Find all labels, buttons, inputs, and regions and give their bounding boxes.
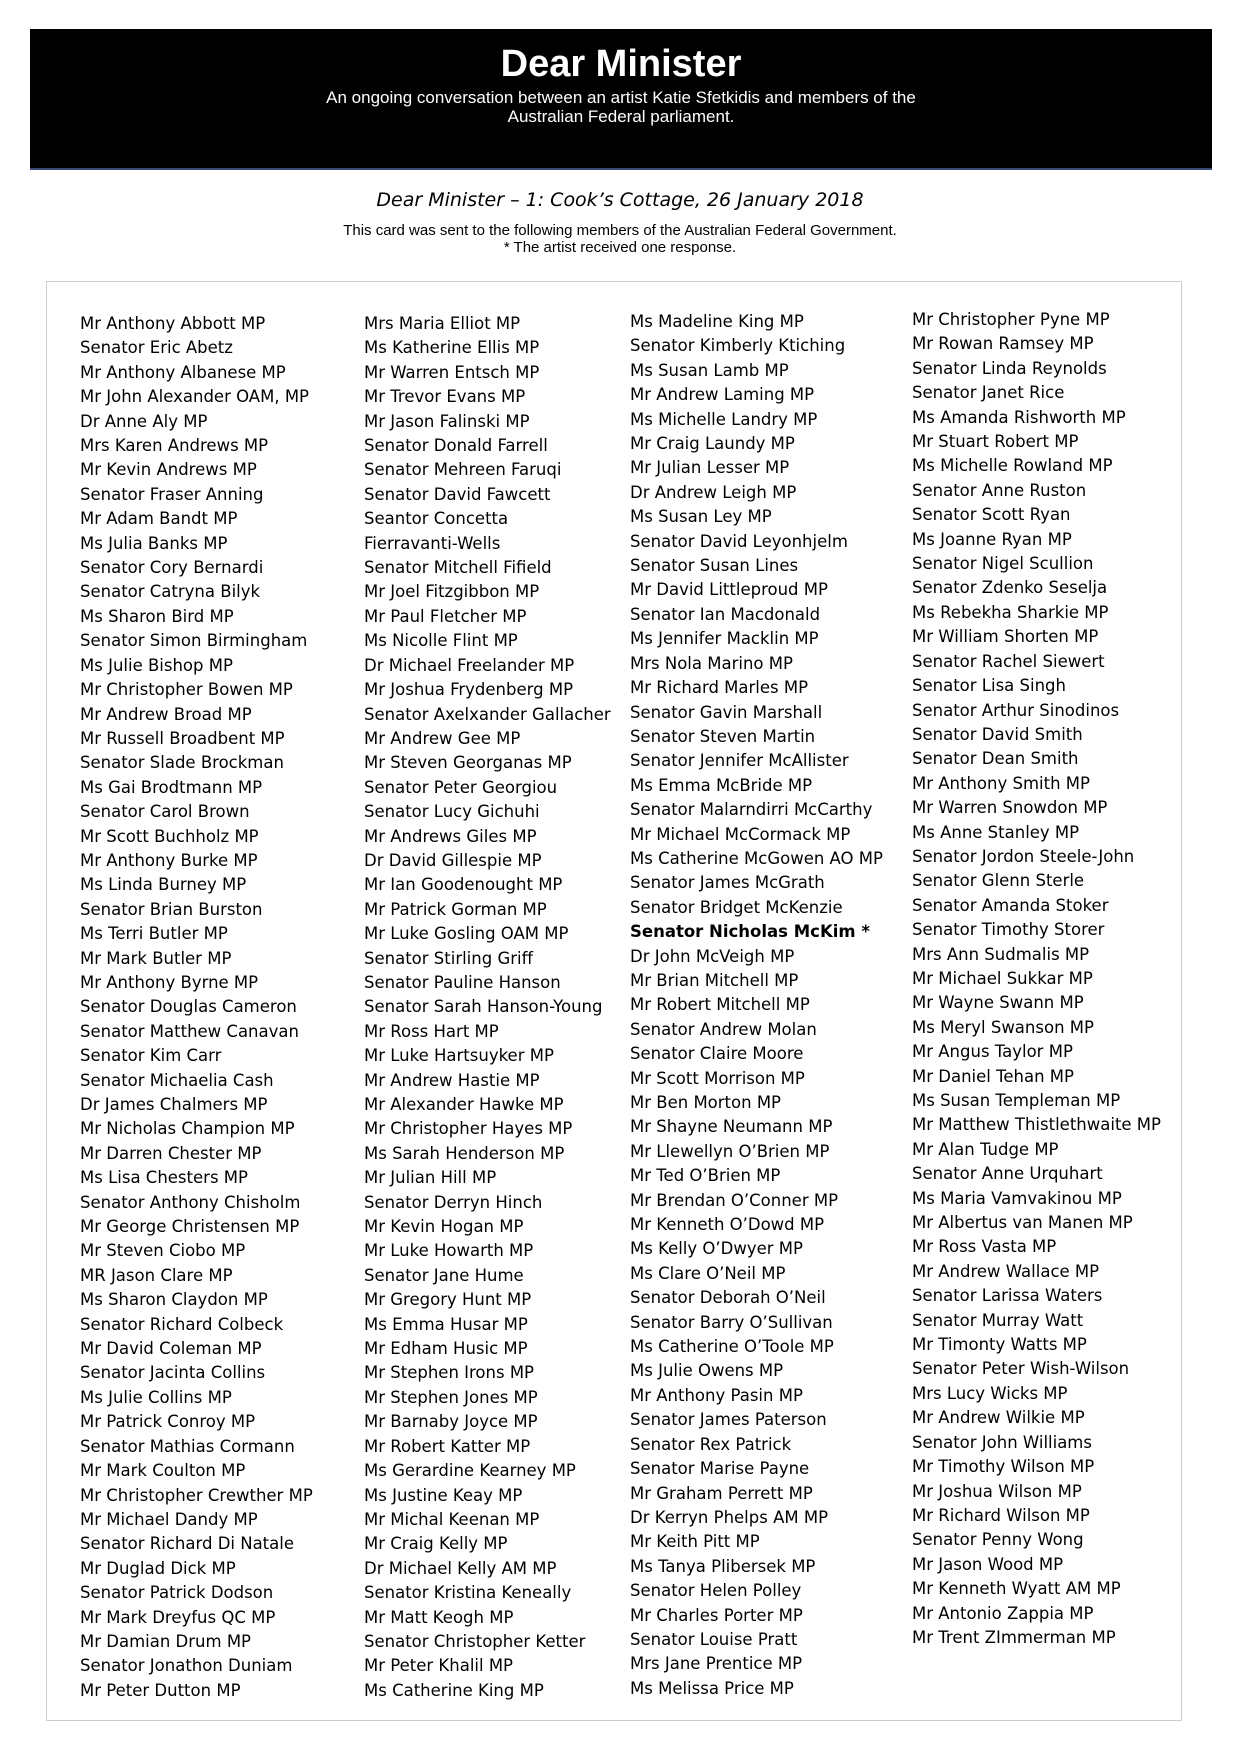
recipient-name: Mr Timonty Watts MP <box>912 1335 1087 1355</box>
recipient-name: Mr Craig Laundy MP <box>630 434 795 454</box>
banner-title: Dear Minister <box>500 43 742 85</box>
recipient-name: Senator Derryn Hinch <box>364 1192 543 1212</box>
recipient-column-3 <box>630 310 883 1701</box>
recipient-name: Ms Michelle Landry MP <box>630 409 818 429</box>
recipient-name: Senator Christopher Ketter <box>364 1631 586 1651</box>
recipient-name: Senator Carol Brown <box>80 802 250 822</box>
recipient-name: Senator Amanda Stoker <box>912 895 1109 915</box>
recipient-name: Senator Richard Di Natale <box>80 1534 294 1554</box>
recipient-name: Senator Simon Birmingham <box>80 631 308 651</box>
card-note-line-2: * The artist received one response. <box>503 239 737 256</box>
recipient-name: Mr Anthony Burke MP <box>80 850 258 870</box>
recipient-name: Senator Anthony Chisholm <box>80 1192 301 1212</box>
recipient-name: Mr Adam Bandt MP <box>80 509 238 529</box>
recipient-name: Mr Nicholas Champion MP <box>80 1119 295 1139</box>
recipient-name: Mr Mark Coulton MP <box>80 1461 246 1481</box>
recipient-name: Senator Rachel Siewert <box>912 651 1105 671</box>
recipient-name: Senator Anne Urquhart <box>912 1164 1103 1184</box>
recipient-name: Dr John McVeigh MP <box>630 946 795 966</box>
recipient-name: Ms Melissa Price MP <box>630 1678 794 1698</box>
recipient-name: Ms Sharon Claydon MP <box>80 1290 268 1310</box>
recipient-name: Mr Andrew Hastie MP <box>364 1070 540 1090</box>
recipient-name: Mr Anthony Byrne MP <box>80 972 259 992</box>
recipient-name: Dr Michael Freelander MP <box>364 655 575 675</box>
recipient-name: Ms Tanya Plibersek MP <box>630 1556 816 1576</box>
recipient-name: Ms Emma Husar MP <box>364 1314 528 1334</box>
recipient-name: Ms Terri Butler MP <box>80 924 228 944</box>
recipient-name: Senator Glenn Sterle <box>912 871 1085 891</box>
recipient-name: Mr Andrew Broad MP <box>80 704 252 724</box>
recipient-name: Mr Stephen Irons MP <box>364 1363 535 1383</box>
recipient-name: Mr Keith Pitt MP <box>630 1532 760 1552</box>
recipient-name: Senator Louise Pratt <box>630 1629 798 1649</box>
recipient-name: Ms Madeline King MP <box>630 312 804 331</box>
recipient-name: Dr David Gillespie MP <box>364 850 542 870</box>
recipient-name: Senator Arthur Sinodinos <box>912 700 1120 720</box>
recipient-name: Senator Stirling Griff <box>364 948 533 968</box>
recipient-name: Mr Angus Taylor MP <box>912 1042 1073 1062</box>
recipient-name: Senator Michaelia Cash <box>80 1070 274 1090</box>
recipient-name: Mr Scott Morrison MP <box>630 1068 805 1088</box>
recipient-name: Mr Wayne Swann MP <box>912 993 1084 1013</box>
recipient-name: Mr Darren Chester MP <box>80 1143 262 1163</box>
recipient-name: Mr Llewellyn O’Brien MP <box>630 1141 830 1161</box>
recipient-name: Mr Michael Sukkar MP <box>912 968 1093 988</box>
recipient-name: Senator Kim Carr <box>80 1046 222 1066</box>
recipient-name: Mr Ross Hart MP <box>364 1021 499 1041</box>
recipient-name: Ms Gerardine Kearney MP <box>364 1461 576 1481</box>
recipient-name: Mr Trent ZImmerman MP <box>912 1627 1116 1647</box>
recipient-name: Senator Mathias Cormann <box>80 1436 295 1456</box>
recipient-name: Mr Kenneth O’Dowd MP <box>630 1215 825 1235</box>
recipient-name: Senator Kimberly Ktiching <box>630 336 846 356</box>
recipient-name: Senator Richard Colbeck <box>80 1314 284 1334</box>
recipient-name: Senator David Fawcett <box>364 484 551 504</box>
recipient-name: Ms Julia Banks MP <box>80 533 228 553</box>
recipient-column-1 <box>80 312 313 1703</box>
recipient-name: Mr Daniel Tehan MP <box>912 1066 1074 1086</box>
recipient-name: Ms Meryl Swanson MP <box>912 1017 1094 1037</box>
recipient-name: Dr Andrew Leigh MP <box>630 482 797 502</box>
recipient-name: Senator Anne Ruston <box>912 480 1087 500</box>
recipient-name: Mr Steven Ciobo MP <box>80 1241 246 1261</box>
recipient-name: Mr Andrew Gee MP <box>364 728 521 748</box>
recipient-name: Mr Ted O’Brien MP <box>630 1166 781 1186</box>
recipient-name: Senator Linda Reynolds <box>912 358 1107 378</box>
recipient-name: Senator Deborah O’Neil <box>630 1288 826 1308</box>
recipient-name: Senator Lisa Singh <box>912 676 1066 696</box>
recipient-name: Mr Timothy Wilson MP <box>912 1457 1095 1477</box>
recipient-name: Mr Kenneth Wyatt AM MP <box>912 1579 1121 1599</box>
recipient-name: Mr Alexander Hawke MP <box>364 1095 564 1114</box>
recipient-name: Senator Nicholas McKim * <box>630 922 870 942</box>
recipient-name: Mr Anthony Smith MP <box>912 773 1090 793</box>
recipient-name: Mr Paul Fletcher MP <box>364 606 527 626</box>
recipient-name: Senator Peter Georgiou <box>364 777 558 797</box>
recipient-name: Senator James Paterson <box>630 1410 827 1430</box>
recipient-name: Senator Douglas Cameron <box>80 997 297 1017</box>
recipient-name: Senator Fraser Anning <box>80 484 264 504</box>
recipient-name: Ms Katherine Ellis MP <box>364 338 540 358</box>
recipient-name: Mr Anthony Albanese MP <box>80 362 286 382</box>
recipient-name: Mr Richard Wilson MP <box>912 1505 1090 1525</box>
recipient-name: Mr Kevin Andrews MP <box>80 460 257 480</box>
recipient-name: Senator Jacinta Collins <box>80 1363 266 1383</box>
recipient-name: Mr Joshua Wilson MP <box>912 1481 1082 1501</box>
recipient-name: Mr Richard Marles MP <box>630 678 809 698</box>
recipient-column-2 <box>364 312 611 1703</box>
recipient-name: Ms Catherine McGowen AO MP <box>630 848 883 868</box>
recipient-name: Senator Steven Martin <box>630 726 816 746</box>
recipient-name: Senator Mehreen Faruqi <box>364 460 562 480</box>
recipient-name: Mr Michael Dandy MP <box>80 1509 258 1529</box>
recipient-name: Mr Luke Gosling OAM MP <box>364 924 569 944</box>
recipient-name: Mr Barnaby Joyce MP <box>364 1412 538 1432</box>
recipient-name: Mr Albertus van Manen MP <box>912 1213 1133 1233</box>
recipient-name: Mr Russell Broadbent MP <box>80 728 285 748</box>
recipient-name: Senator David Leyonhjelm <box>630 531 848 551</box>
recipient-name: Mr Andrew Wilkie MP <box>912 1408 1085 1428</box>
recipient-name: Mr Matt Keogh MP <box>364 1607 514 1627</box>
recipient-name: Mr Edham Husic MP <box>364 1339 528 1359</box>
recipient-name: Mr Robert Mitchell MP <box>630 995 810 1015</box>
recipient-name: Mr Peter Dutton MP <box>80 1680 241 1700</box>
recipient-name: Mr Christopher Crewther MP <box>80 1485 313 1505</box>
recipient-name: Senator Rex Patrick <box>630 1434 792 1454</box>
recipient-name: Mrs Ann Sudmalis MP <box>912 944 1090 964</box>
recipient-name: Senator Donald Farrell <box>364 436 548 456</box>
recipient-name: Mr Andrews Giles MP <box>364 826 537 846</box>
recipient-name: Mrs Nola Marino MP <box>630 653 793 673</box>
recipient-name: Senator Marise Payne <box>630 1459 810 1479</box>
recipient-name: Mr Ben Morton MP <box>630 1093 782 1112</box>
recipient-name: Senator Susan Lines <box>630 556 799 576</box>
recipient-name: Mr Christopher Hayes MP <box>364 1119 573 1139</box>
recipient-name: Mr David Coleman MP <box>80 1339 262 1359</box>
recipient-name: Senator Mitchell Fifield <box>364 558 552 578</box>
recipient-name: Senator Kristina Keneally <box>364 1583 572 1603</box>
recipient-name: Senator Larissa Waters <box>912 1286 1103 1306</box>
recipient-name: Mr Jason Falinski MP <box>364 411 530 431</box>
recipient-name: Mr Stuart Robert MP <box>912 432 1079 452</box>
recipient-name: Ms Sharon Bird MP <box>80 606 234 626</box>
recipient-name: Mr Damian Drum MP <box>80 1631 252 1651</box>
recipient-name: Ms Jennifer Macklin MP <box>630 629 819 649</box>
recipient-name: Mr Scott Buchholz MP <box>80 826 259 846</box>
recipient-name: Mr Anthony Abbott MP <box>80 314 266 333</box>
recipient-name: Mr George Christensen MP <box>80 1217 300 1237</box>
recipient-name: Mrs Maria Elliot MP <box>364 314 521 333</box>
recipient-name: Senator James McGrath <box>630 873 825 893</box>
recipient-name: Ms Maria Vamvakinou MP <box>912 1188 1122 1208</box>
recipient-name: Ms Susan Lamb MP <box>630 360 789 380</box>
recipient-name: Ms Clare O’Neil MP <box>630 1263 786 1283</box>
recipient-name: Mr Anthony Pasin MP <box>630 1385 803 1405</box>
recipient-name: Senator Sarah Hanson-Young <box>364 997 603 1017</box>
recipient-name: MR Jason Clare MP <box>80 1265 233 1285</box>
recipient-name: Mr Gregory Hunt MP <box>364 1290 532 1310</box>
recipient-name: Senator Jonathon Duniam <box>80 1656 293 1676</box>
recipient-name: Senator Lucy Gichuhi <box>364 802 540 822</box>
recipient-name: Senator Jordon Steele-John <box>912 846 1135 866</box>
recipient-column-4 <box>912 308 1161 1650</box>
recipient-name: Mr Michal Keenan MP <box>364 1509 540 1529</box>
recipient-name: Mr Trevor Evans MP <box>364 387 526 407</box>
recipient-name: Mr Brian Mitchell MP <box>630 970 799 990</box>
recipient-name: Mr Warren Entsch MP <box>364 362 540 382</box>
recipient-name: Mr Julian Lesser MP <box>630 458 790 478</box>
recipient-name: Senator John Williams <box>912 1432 1092 1452</box>
recipient-name: Senator Zdenko Seselja <box>912 578 1108 598</box>
recipient-name: Mr Andrew Laming MP <box>630 385 815 405</box>
recipient-name: Mr Stephen Jones MP <box>364 1387 538 1407</box>
recipient-name: Mr Michael McCormack MP <box>630 824 851 844</box>
recipient-name: Senator Eric Abetz <box>80 338 233 358</box>
card-note-line-1: This card was sent to the following members of the Australian Federal Government. <box>343 222 897 239</box>
recipient-name: Ms Julie Collins MP <box>80 1387 232 1407</box>
recipient-name: Ms Emma McBride MP <box>630 775 813 795</box>
recipient-name: Mrs Jane Prentice MP <box>630 1654 803 1674</box>
recipient-name: Senator Matthew Canavan <box>80 1021 299 1041</box>
recipient-name: Mr Craig Kelly MP <box>364 1534 508 1554</box>
recipient-name: Mr Shayne Neumann MP <box>630 1117 833 1137</box>
recipient-name: Senator Janet Rice <box>912 383 1065 403</box>
recipient-name: Mr Joel Fitzgibbon MP <box>364 582 540 602</box>
recipient-name: Senator Patrick Dodson <box>80 1583 274 1603</box>
recipient-name: Senator Ian Macdonald <box>630 604 821 624</box>
recipient-name: Senator Penny Wong <box>912 1530 1084 1550</box>
recipient-name: Dr Anne Aly MP <box>80 411 208 431</box>
recipient-name: Ms Lisa Chesters MP <box>80 1168 248 1188</box>
recipient-name: Senator Slade Brockman <box>80 753 284 773</box>
recipient-name: Senator Andrew Molan <box>630 1019 817 1039</box>
recipient-name: Senator Peter Wish-Wilson <box>912 1359 1130 1379</box>
recipient-name: Mr Mark Dreyfus QC MP <box>80 1607 276 1627</box>
recipient-name: Senator Timothy Storer <box>912 920 1105 940</box>
recipient-name: Senator Gavin Marshall <box>630 702 823 722</box>
recipient-name: Ms Kelly O’Dwyer MP <box>630 1239 803 1259</box>
recipient-name: Ms Amanda Rishworth MP <box>912 407 1126 427</box>
recipient-name: Ms Julie Owens MP <box>630 1361 784 1381</box>
recipient-name: Ms Susan Ley MP <box>630 507 772 527</box>
recipient-name: Mr Julian Hill MP <box>364 1168 497 1188</box>
recipient-name: Mr Christopher Bowen MP <box>80 680 293 700</box>
recipient-name: Mr Patrick Gorman MP <box>364 899 547 919</box>
recipient-name: Mr Patrick Conroy MP <box>80 1412 256 1432</box>
recipient-name: Mr John Alexander OAM, MP <box>80 387 310 407</box>
recipient-name: Ms Gai Brodtmann MP <box>80 777 263 797</box>
recipient-name: Senator Pauline Hanson <box>364 972 561 992</box>
recipient-name: Ms Michelle Rowland MP <box>912 456 1113 476</box>
recipient-name: Mr Rowan Ramsey MP <box>912 334 1094 354</box>
recipient-name: Senator Nigel Scullion <box>912 554 1094 574</box>
recipient-name: Senator Jennifer McAllister <box>630 751 849 771</box>
recipient-name: Mr Steven Georganas MP <box>364 753 572 773</box>
recipient-name: Mr Ian Goodenought MP <box>364 875 563 895</box>
recipient-name: Ms Rebekha Sharkie MP <box>912 602 1109 622</box>
recipient-name: Senator Scott Ryan <box>912 505 1071 525</box>
recipient-name: Mr Kevin Hogan MP <box>364 1217 524 1237</box>
card-title: Dear Minister – 1: Cook’s Cottage, 26 January 2018 <box>376 189 864 211</box>
recipient-name: Ms Susan Templeman MP <box>912 1091 1121 1110</box>
recipient-name: Ms Catherine King MP <box>364 1680 544 1700</box>
recipient-name: Ms Linda Burney MP <box>80 875 247 895</box>
recipient-name: Ms Catherine O’Toole MP <box>630 1337 834 1357</box>
recipient-name: Mr Mark Butler MP <box>80 948 232 968</box>
recipient-name: Ms Joanne Ryan MP <box>912 529 1072 549</box>
recipient-name: Ms Sarah Henderson MP <box>364 1143 565 1163</box>
recipient-name: Mr Jason Wood MP <box>912 1554 1064 1574</box>
recipient-name: Seantor Concetta Fierravanti-Wells <box>364 509 509 553</box>
recipient-name: Mr David Littleproud MP <box>630 580 828 600</box>
recipient-name: Senator Barry O’Sullivan <box>630 1312 833 1332</box>
recipient-name: Mr Duglad Dick MP <box>80 1558 236 1578</box>
recipient-name: Senator Axelxander Gallacher <box>364 704 611 724</box>
recipient-name: Mr William Shorten MP <box>912 627 1099 647</box>
recipient-name: Senator Murray Watt <box>912 1310 1084 1330</box>
recipient-name: Mr Peter Khalil MP <box>364 1656 513 1676</box>
recipient-name: Ms Justine Keay MP <box>364 1485 523 1505</box>
recipient-name: Mr Alan Tudge MP <box>912 1139 1059 1159</box>
recipient-name: Ms Anne Stanley MP <box>912 822 1080 842</box>
recipient-name: Mr Warren Snowdon MP <box>912 798 1108 818</box>
recipient-name: Senator Helen Polley <box>630 1581 802 1601</box>
recipient-name: Mr Christopher Pyne MP <box>912 310 1110 329</box>
recipient-name: Senator Jane Hume <box>364 1265 524 1285</box>
recipient-name: Mr Antonio Zappia MP <box>912 1603 1094 1623</box>
recipient-name: Ms Julie Bishop MP <box>80 655 233 675</box>
recipient-name: Mr Luke Howarth MP <box>364 1241 534 1261</box>
recipient-name: Mr Joshua Frydenberg MP <box>364 680 574 700</box>
recipient-name: Mrs Karen Andrews MP <box>80 436 269 456</box>
banner-subtitle: An ongoing conversation between an artist Katie Sfetkidis and members of the Australian Federal parliament. <box>326 88 916 126</box>
recipient-name: Senator Dean Smith <box>912 749 1079 769</box>
recipient-name: Senator Brian Burston <box>80 899 263 919</box>
recipient-name: Mr Ross Vasta MP <box>912 1237 1057 1257</box>
recipient-name: Senator David Smith <box>912 724 1083 744</box>
recipient-name: Ms Nicolle Flint MP <box>364 631 518 651</box>
recipient-name: Senator Malarndirri McCarthy <box>630 800 873 820</box>
header-banner <box>30 29 1212 170</box>
recipient-name: Mr Brendan O’Conner MP <box>630 1190 839 1210</box>
recipient-name: Senator Claire Moore <box>630 1044 804 1064</box>
recipient-name: Senator Cory Bernardi <box>80 558 264 578</box>
recipient-name: Mr Charles Porter MP <box>630 1605 803 1625</box>
recipient-name: Mrs Lucy Wicks MP <box>912 1383 1068 1403</box>
recipient-name: Dr Michael Kelly AM MP <box>364 1558 557 1578</box>
recipient-name: Dr Kerryn Phelps AM MP <box>630 1507 829 1527</box>
recipient-name: Mr Robert Katter MP <box>364 1436 531 1456</box>
recipient-name: Senator Bridget McKenzie <box>630 897 843 917</box>
recipient-name: Mr Luke Hartsuyker MP <box>364 1046 554 1066</box>
recipient-name: Senator Catryna Bilyk <box>80 582 261 602</box>
recipient-name: Mr Matthew Thistlethwaite MP <box>912 1115 1161 1135</box>
recipient-name: Mr Andrew Wallace MP <box>912 1261 1100 1281</box>
recipient-name: Dr James Chalmers MP <box>80 1095 268 1114</box>
recipient-name: Mr Graham Perrett MP <box>630 1483 813 1503</box>
card-note <box>0 222 1240 256</box>
